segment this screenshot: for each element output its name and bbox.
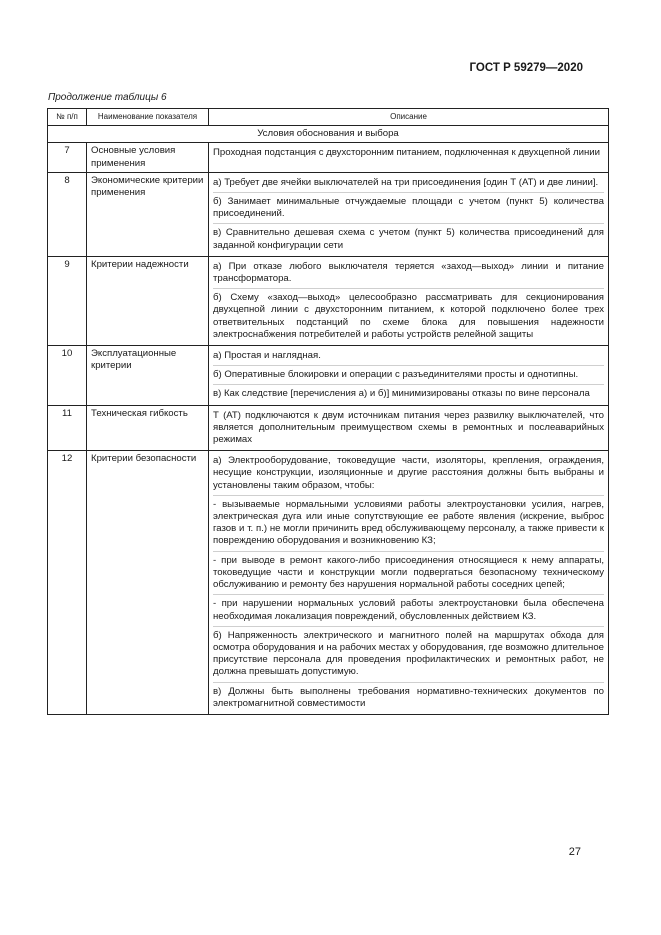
description-paragraph: - вызываемые нормальными условиями работы электроустановки усилия, нагрев, электрическая дуга или иные сопутствующие ее работе явления (искрение, выброс газов и т. п.) не могли причинить вред обслуживающему персоналу, а также привести к повреждению оборудования и возникновению КЗ; <box>213 495 604 550</box>
document-header: ГОСТ Р 59279—2020 <box>469 62 583 74</box>
row-number: 10 <box>48 346 87 406</box>
indicator-name: Эксплуатационные критерии <box>87 346 209 406</box>
table-caption: Продолжение таблицы 6 <box>48 92 167 103</box>
description-paragraph: б) Оперативные блокировки и операции с разъединителями просты и однотипны. <box>213 365 604 383</box>
description-paragraph: - при нарушении нормальных условий работы электроустановки была обеспечена необходимая локализация повреждений, обусловленных действием КЗ. <box>213 594 604 624</box>
column-header-description: Описание <box>209 109 609 126</box>
section-title: Условия обоснования и выбора <box>48 126 609 143</box>
page-number: 27 <box>568 846 581 858</box>
description-paragraph: б) Схему «заход—выход» целесообразно рассматривать для секционирования двухцепной линии с двухсторонним питанием, к которой подключено более трех ответвительных подстанций по схеме блока для повышения надежности электроснабжения потребителей и работы устройств релейной защиты <box>213 288 604 343</box>
description-cell <box>209 405 609 451</box>
row-number: 11 <box>48 405 87 451</box>
description-cell <box>209 346 609 406</box>
table-row <box>48 451 609 715</box>
row-number: 12 <box>48 451 87 715</box>
table-row <box>48 143 609 172</box>
description-paragraph: - при выводе в ремонт какого-либо присоединения относящиеся к нему аппараты, токоведущие части и конструкции могли подвергаться безопасному техническому обслуживанию и ремонту без нарушения нормальной работы соседних цепей; <box>213 551 604 594</box>
description-paragraph: а) При отказе любого выключателя теряется «заход—выход» линии и питание трансформатора. <box>213 260 604 285</box>
indicator-name: Экономические критерии применения <box>87 172 209 256</box>
description-paragraph: а) Электрооборудование, токоведущие части, изоляторы, крепления, ограждения, несущие конструкции, изоляционные и другие расстояния должны быть выбраны и установлены таким образом, чтобы: <box>213 455 604 491</box>
table-row <box>48 405 609 451</box>
section-row <box>48 126 609 143</box>
table-header-row <box>48 109 609 126</box>
description-paragraph: б) Напряженность электрического и магнитного полей на маршрутах обхода для осмотра оборудования и на рабочих местах у оборудования, где возможно длительное присутствие персонала для проведения профилактических и ремонтных работ, не должна превышать допустимую. <box>213 626 604 681</box>
indicator-name: Основные условия применения <box>87 143 209 172</box>
description-paragraph: а) Требует две ячейки выключателей на три присоединения [один Т (АТ) и две линии]. <box>213 176 599 188</box>
description-paragraph: в) Как следствие [перечисления а) и б)] минимизированы отказы по вине персонала <box>213 384 604 402</box>
column-header-number: № п/п <box>48 109 87 126</box>
description-paragraph: а) Простая и наглядная. <box>213 350 321 362</box>
description-cell <box>209 256 609 345</box>
row-number: 9 <box>48 256 87 345</box>
description-cell <box>209 143 609 172</box>
description-paragraph: в) Должны быть выполнены требования нормативно-технических документов по электромагнитной совместимости <box>213 682 604 712</box>
criteria-table <box>47 108 609 715</box>
indicator-name: Критерии надежности <box>87 256 209 345</box>
description-paragraph: б) Занимает минимальные отчуждаемые площади с учетом (пункт 5) количества присоединений. <box>213 192 604 222</box>
row-number: 7 <box>48 143 87 172</box>
table-row <box>48 346 609 406</box>
description-paragraph: Т (АТ) подключаются к двум источникам питания через развилку выключателей, что является дополнительным преимуществом схемы в ремонтных и послеаварийных режимах <box>213 409 604 446</box>
indicator-name: Техническая гибкость <box>87 405 209 451</box>
table-row <box>48 256 609 345</box>
table-row <box>48 172 609 256</box>
description-cell <box>209 451 609 715</box>
description-paragraph: Проходная подстанция с двухсторонним питанием, подключенная к двухцепной линии <box>213 147 600 159</box>
row-number: 8 <box>48 172 87 256</box>
description-cell <box>209 172 609 256</box>
indicator-name: Критерии безопасности <box>87 451 209 715</box>
description-paragraph: в) Сравнительно дешевая схема с учетом (пункт 5) количества присоединений для заданной конфигурации сети <box>213 223 604 253</box>
column-header-name: Наименование показателя <box>87 109 209 126</box>
